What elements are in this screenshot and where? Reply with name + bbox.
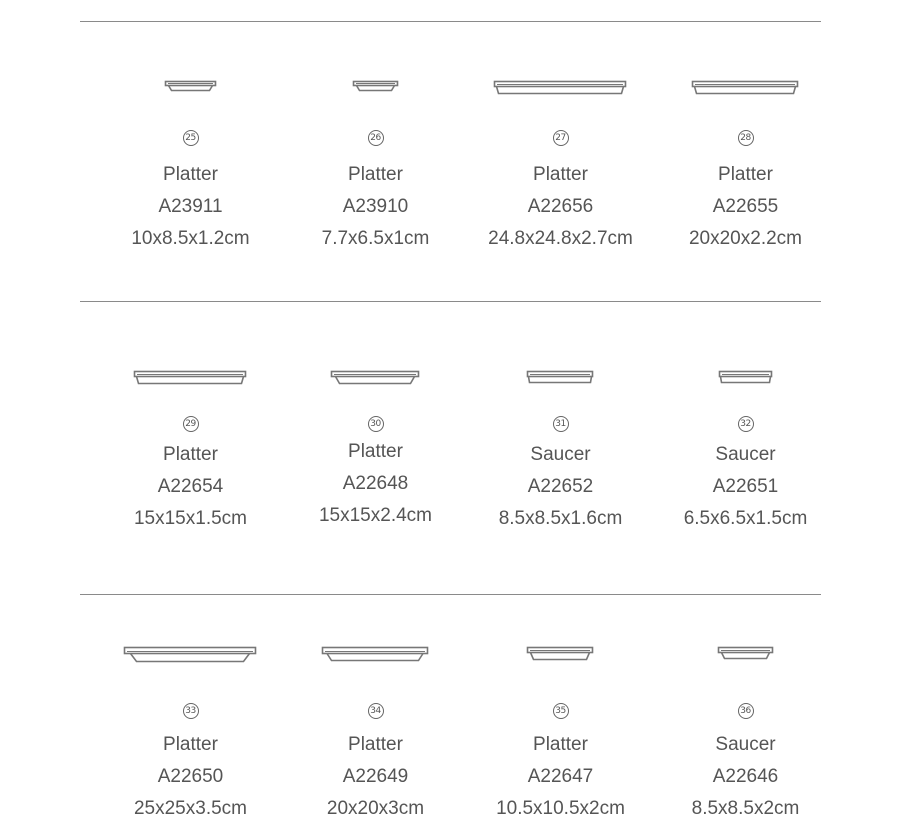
item-code: A22652 [527, 476, 594, 497]
item-number: 25 [183, 130, 199, 146]
item-code: A22654 [157, 476, 224, 497]
item-dimensions: 8.5x8.5x2cm [691, 798, 800, 819]
item-number: 29 [183, 416, 199, 432]
item-number: 26 [368, 130, 384, 146]
dish-profile-icon [283, 646, 468, 670]
item-dimensions: 6.5x6.5x1.5cm [683, 508, 808, 529]
dish-profile-icon [98, 646, 283, 670]
item-code: A22646 [712, 766, 779, 787]
product-item [468, 0, 653, 837]
item-number: 33 [183, 703, 199, 719]
item-name: Platter [163, 734, 218, 755]
item-code: A22656 [527, 196, 594, 217]
item-name: Platter [348, 164, 403, 185]
item-name: Platter [163, 444, 218, 465]
item-dimensions: 20x20x2.2cm [688, 228, 802, 249]
item-code: A22649 [342, 766, 409, 787]
item-dimensions: 24.8x24.8x2.7cm [488, 228, 633, 249]
item-number: 34 [368, 703, 384, 719]
item-name: Saucer [715, 444, 776, 465]
item-name: Platter [348, 441, 403, 462]
item-number: 35 [553, 703, 569, 719]
item-code: A23910 [342, 196, 409, 217]
item-dimensions: 15x15x2.4cm [318, 505, 432, 526]
item-number: 31 [553, 416, 569, 432]
product-item [653, 0, 838, 837]
item-dimensions: 8.5x8.5x1.6cm [498, 508, 623, 529]
item-number: 32 [738, 416, 754, 432]
item-name: Saucer [715, 734, 776, 755]
item-code: A22655 [712, 196, 779, 217]
item-dimensions: 7.7x6.5x1cm [321, 228, 430, 249]
item-dimensions: 10x8.5x1.2cm [131, 228, 250, 249]
item-code: A22650 [157, 766, 224, 787]
item-number: 27 [553, 130, 569, 146]
item-code: A22651 [712, 476, 779, 497]
item-name: Platter [533, 164, 588, 185]
item-dimensions: 10.5x10.5x2cm [496, 798, 625, 819]
dish-profile-icon [653, 646, 838, 670]
dish-profile-icon [468, 646, 653, 670]
item-code: A22648 [342, 473, 409, 494]
item-name: Saucer [530, 444, 591, 465]
item-dimensions: 25x25x3.5cm [133, 798, 247, 819]
item-number: 30 [368, 416, 384, 432]
item-code: A23911 [158, 196, 223, 217]
item-number: 28 [738, 130, 754, 146]
product-item [98, 0, 283, 837]
item-number: 36 [738, 703, 754, 719]
item-code: A22647 [527, 766, 594, 787]
product-item [283, 0, 468, 837]
item-name: Platter [533, 734, 588, 755]
item-dimensions: 20x20x3cm [326, 798, 425, 819]
item-name: Platter [718, 164, 773, 185]
item-name: Platter [348, 734, 403, 755]
item-name: Platter [163, 164, 218, 185]
item-dimensions: 15x15x1.5cm [133, 508, 247, 529]
